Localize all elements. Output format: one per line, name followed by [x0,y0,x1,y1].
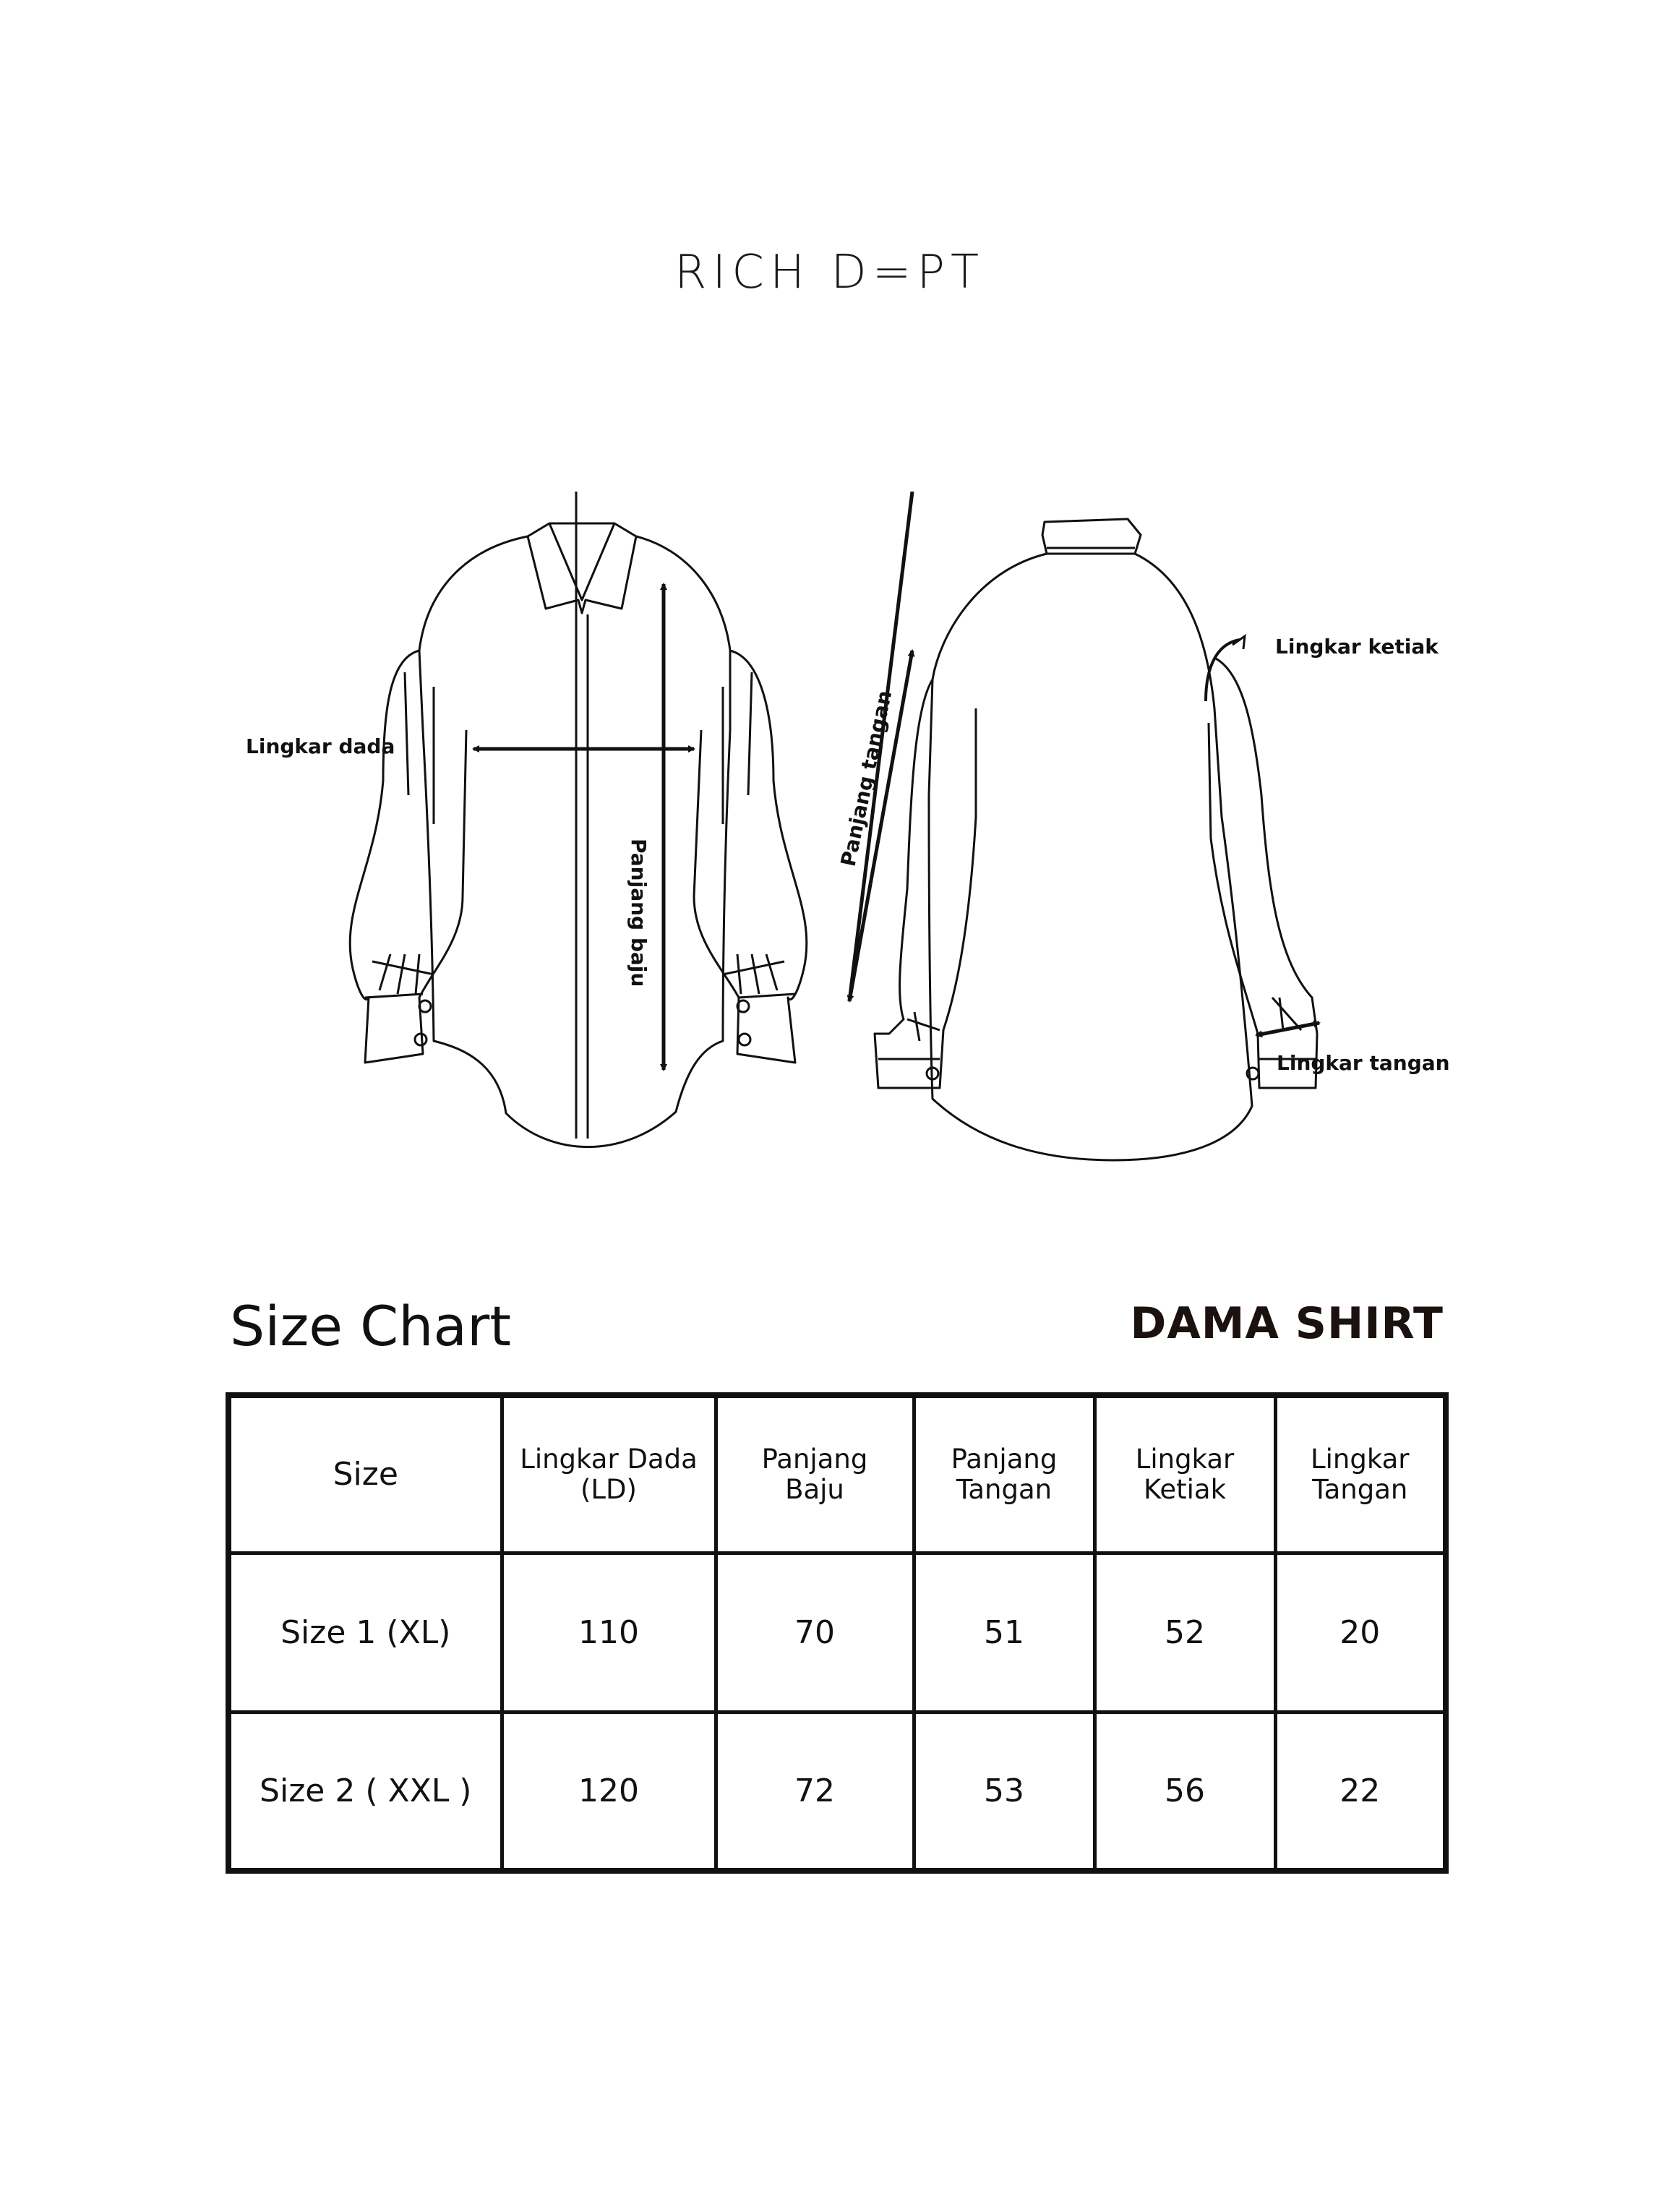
header-armhole: Lingkar Ketiak [1094,1395,1275,1553]
cell-size: Size 1 (XL) [228,1553,502,1712]
front-shirt-sketch [350,492,807,1147]
back-shirt-sketch [875,519,1317,1160]
cell-armhole: 56 [1094,1712,1275,1871]
cell-chest: 110 [502,1553,716,1712]
table-row [228,1712,1446,1871]
header-size: Size [228,1395,502,1553]
product-name: DAMA SHIRT [1130,1298,1444,1349]
cell-chest: 120 [502,1712,716,1871]
label-cuff: Lingkar tangan [1277,1051,1450,1075]
table-header-row [228,1395,1446,1553]
header-cuff: Lingkar Tangan [1275,1395,1446,1553]
label-armhole: Lingkar ketiak [1275,635,1439,659]
label-sleeve-length: Panjang tangan [836,688,897,869]
size-chart-title: Size Chart [230,1294,512,1358]
brand-logo: RICH D=PT [674,246,985,299]
cell-length: 70 [716,1553,914,1712]
size-chart-table [226,1392,1449,1874]
cell-sleeve-length: 53 [914,1712,1094,1871]
cell-cuff: 22 [1275,1712,1446,1871]
table-row [228,1553,1446,1712]
armhole-arrow-head [1233,636,1245,649]
shirt-diagram [0,492,1659,1171]
cell-sleeve-length: 51 [914,1553,1094,1712]
cell-length: 72 [716,1712,914,1871]
cuff-arrow [1256,1023,1319,1035]
cell-cuff: 20 [1275,1553,1446,1712]
label-chest: Lingkar dada [246,734,395,758]
header-length: Panjang Baju [716,1395,914,1553]
label-length: Panjang baju [627,839,651,987]
header-chest: Lingkar Dada (LD) [502,1395,716,1553]
header-sleeve-length: Panjang Tangan [914,1395,1094,1553]
cell-armhole: 52 [1094,1553,1275,1712]
cell-size: Size 2 ( XXL ) [228,1712,502,1871]
